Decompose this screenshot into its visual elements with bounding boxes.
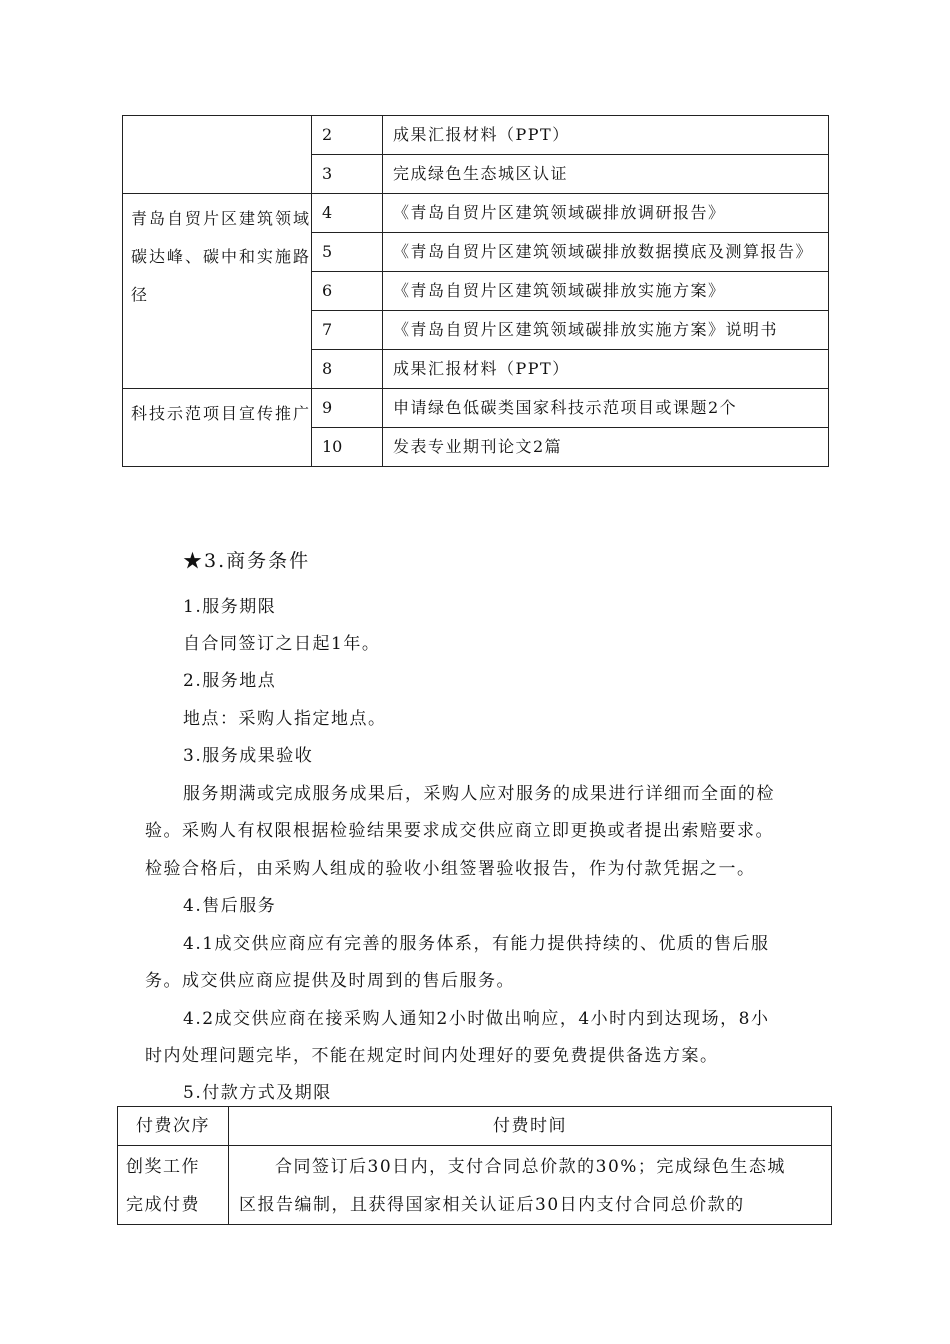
item-cell: 完成绿色生态城区认证 [383, 155, 829, 194]
number-cell: 10 [312, 428, 383, 467]
number-cell: 7 [312, 311, 383, 350]
table-row [123, 389, 829, 428]
item-cell: 成果汇报材料（PPT） [383, 350, 829, 389]
item-cell: 发表专业期刊论文2篇 [383, 428, 829, 467]
subsection-title: 2.服务地点 [183, 671, 277, 691]
number-cell: 6 [312, 272, 383, 311]
paragraph-line: 4.1成交供应商应有完善的服务体系，有能力提供持续的、优质的售后服 [183, 934, 770, 954]
header-time: 付费时间 [229, 1107, 832, 1146]
subsection-title: 4.售后服务 [183, 896, 277, 916]
table-row [123, 194, 829, 233]
item-cell: 《青岛自贸片区建筑领域碳排放调研报告》 [383, 194, 829, 233]
subsection-title: 1.服务期限 [183, 597, 277, 617]
table-row [118, 1146, 832, 1225]
item-cell: 《青岛自贸片区建筑领域碳排放数据摸底及测算报告》 [383, 233, 829, 272]
paragraph: 自合同签订之日起1年。 [183, 634, 381, 654]
table-row [123, 116, 829, 155]
paragraph-line: 检验合格后，由采购人组成的验收小组签署验收报告，作为付款凭据之一。 [145, 859, 756, 879]
item-cell: 《青岛自贸片区建筑领域碳排放实施方案》说明书 [383, 311, 829, 350]
subsection-title: 5.付款方式及期限 [183, 1083, 332, 1103]
table-header-row [118, 1107, 832, 1146]
number-cell: 2 [312, 116, 383, 155]
number-cell: 5 [312, 233, 383, 272]
paragraph-line: 务。成交供应商应提供及时周到的售后服务。 [145, 971, 515, 991]
category-cell: 青岛自贸片区建筑领域碳达峰、碳中和实施路径 [123, 194, 312, 389]
category-cell [123, 116, 312, 194]
header-order: 付费次序 [118, 1107, 229, 1146]
number-cell: 4 [312, 194, 383, 233]
subsection-title: 3.服务成果验收 [183, 746, 314, 766]
item-cell: 申请绿色低碳类国家科技示范项目或课题2个 [383, 389, 829, 428]
paragraph: 地点：采购人指定地点。 [183, 709, 387, 729]
payment-table [117, 1106, 832, 1225]
paragraph-line: 时内处理问题完毕，不能在规定时间内处理好的要免费提供备选方案。 [145, 1046, 719, 1066]
order-cell [118, 1146, 229, 1225]
order-line: 完成付费 [126, 1195, 200, 1215]
paragraph-line: 4.2成交供应商在接采购人通知2小时做出响应，4小时内到达现场，8小 [183, 1009, 770, 1029]
order-line: 创奖工作 [126, 1157, 200, 1177]
time-cell [229, 1146, 832, 1225]
item-cell: 成果汇报材料（PPT） [383, 116, 829, 155]
time-line: 区报告编制，且获得国家相关认证后30日内支付合同总价款的 [239, 1195, 745, 1215]
number-cell: 9 [312, 389, 383, 428]
paragraph-line: 验。采购人有权限根据检验结果要求成交供应商立即更换或者提出索赔要求。 [145, 821, 774, 841]
time-line: 合同签订后30日内，支付合同总价款的30%；完成绿色生态城 [275, 1157, 786, 1177]
number-cell: 3 [312, 155, 383, 194]
category-cell: 科技示范项目宣传推广 [123, 389, 312, 467]
number-cell: 8 [312, 350, 383, 389]
paragraph-line: 服务期满或完成服务成果后，采购人应对服务的成果进行详细而全面的检 [183, 784, 775, 804]
deliverables-table [122, 115, 829, 467]
section-heading: ★3.商务条件 [183, 550, 311, 572]
item-cell: 《青岛自贸片区建筑领域碳排放实施方案》 [383, 272, 829, 311]
